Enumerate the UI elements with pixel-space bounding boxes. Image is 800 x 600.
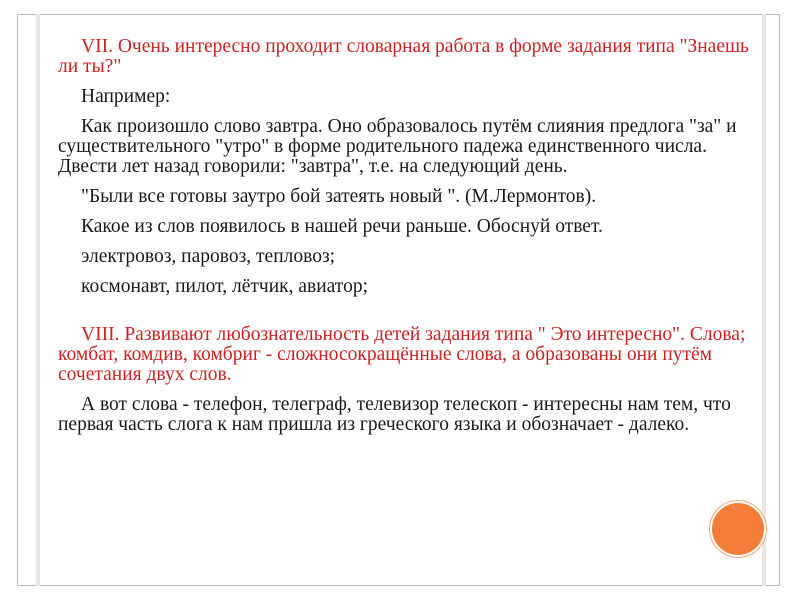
word-origin-explanation: Как произошло слово завтра. Оно образовалось путём слияния предлога "за" и существительного "утро" в форме родительного падежа единственного числа. Двести лет назад говорили: "завтра", т.е. на следующий день. [58, 116, 737, 177]
slide-body [58, 37, 770, 445]
word-list-transport: электровоз, паровоз, тепловоз; [81, 246, 336, 267]
orange-circle-decoration [712, 503, 764, 555]
word-list-aviation: космонавт, пилот, лётчик, авиатор; [81, 276, 368, 297]
section-vii-heading: VII. Очень интересно проходит словарная работа в форме задания типа "Знаешь ли ты?" [58, 36, 749, 77]
example-label: Например: [81, 86, 171, 107]
greek-origin-explanation: А вот слова - телефон, телеграф, телевизор телескоп - интересны нам тем, что первая часть слога к нам пришла из греческого языка и обозначает - далеко. [58, 394, 731, 435]
task-question: Какое из слов появилось в нашей речи раньше. Обоснуй ответ. [81, 216, 603, 237]
section-viii-heading: VIII. Развивают любознательность детей задания типа " Это интересно". Слова; комбат, комдив, комбриг - сложносокращённые слова, а образованы они путём сочетания двух слов. [58, 324, 746, 385]
lermontov-quote: "Были все готовы заутро бой затеять новый ". (М.Лермонтов). [81, 186, 597, 207]
slide-left-rule [36, 14, 40, 586]
